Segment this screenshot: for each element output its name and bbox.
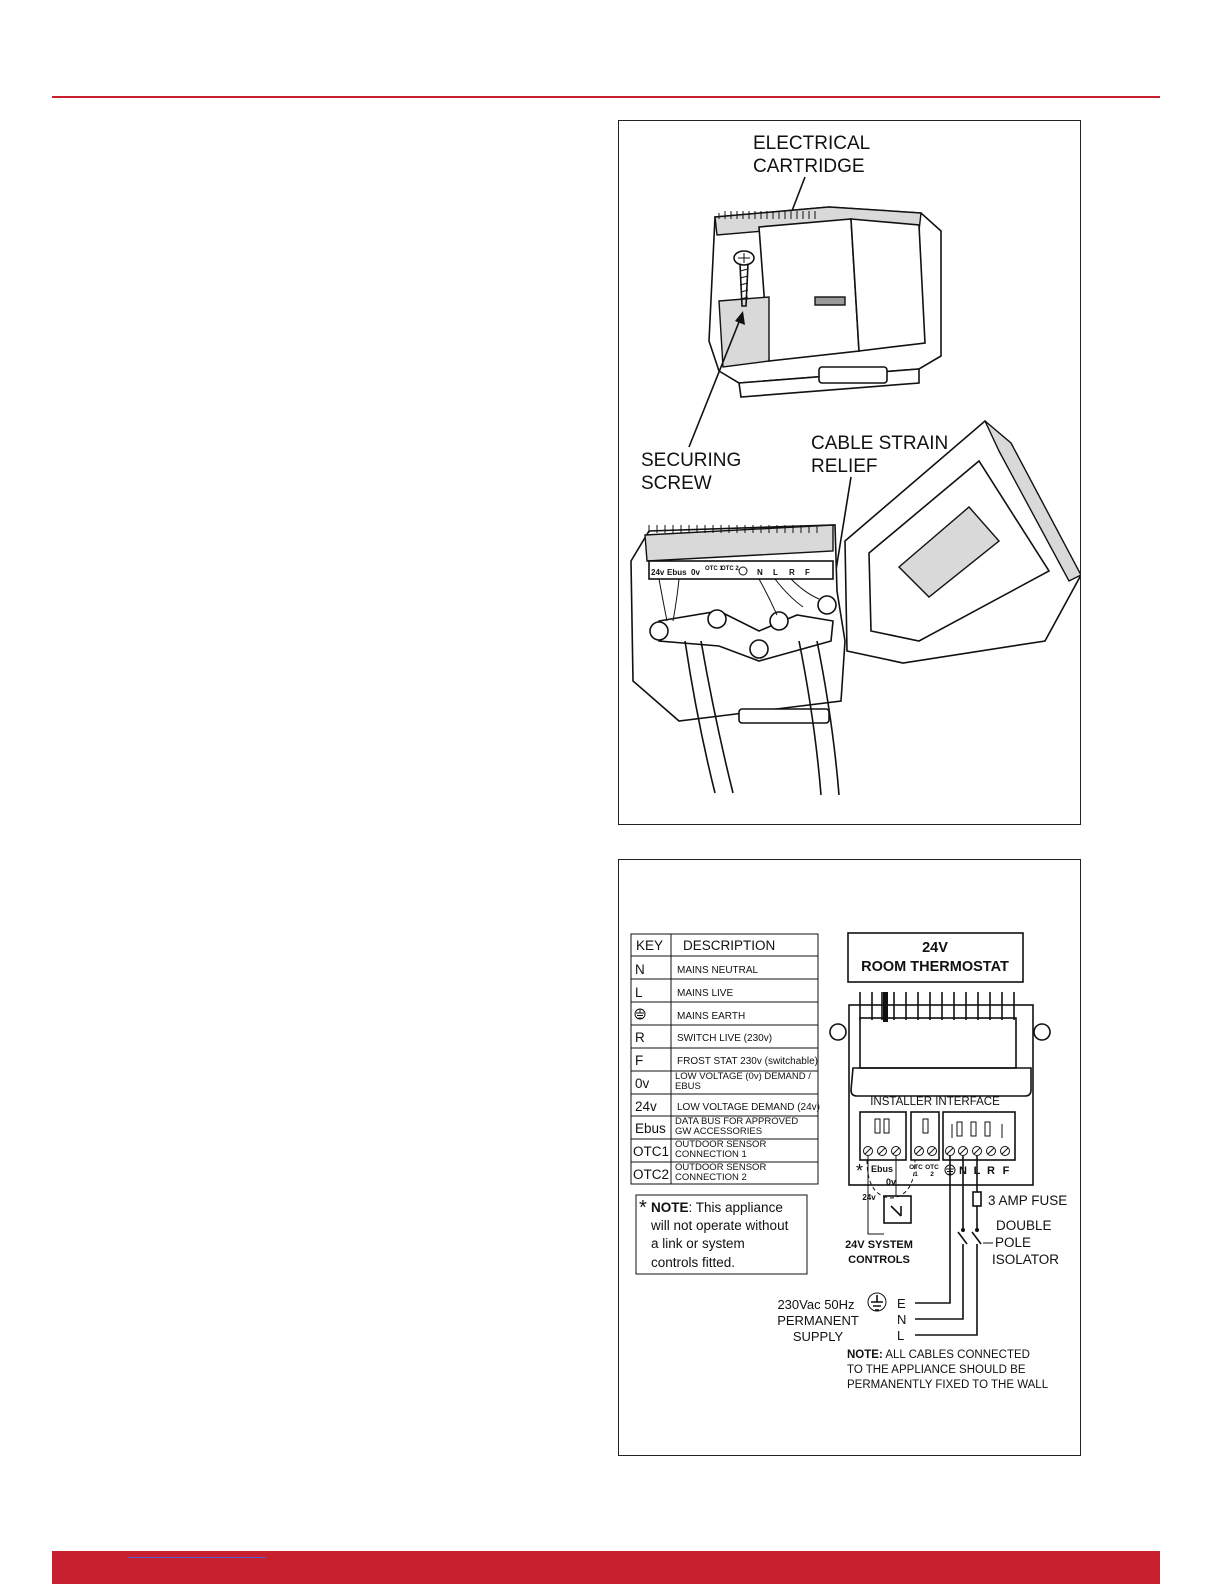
terminal-r: R xyxy=(987,1165,995,1177)
terminal-screws xyxy=(864,1147,1010,1156)
terminal-ebus: Ebus xyxy=(870,1164,894,1174)
description-cell: OUTDOOR SENSOR CONNECTION 2 xyxy=(675,1163,767,1183)
isolator-line: POLE xyxy=(995,1235,1032,1250)
header-rule xyxy=(52,96,1160,98)
key-cell: R xyxy=(635,1030,645,1045)
description-cell: SWITCH LIVE (230v) xyxy=(677,1033,773,1044)
terminal-24v: 24v xyxy=(862,1193,876,1202)
terminal-label: F xyxy=(805,568,810,577)
asterisk-icon: * xyxy=(856,1161,864,1181)
key-header: KEY xyxy=(636,938,664,953)
supply-l: L xyxy=(897,1328,905,1343)
label-electrical-cartridge-1: ELECTRICAL xyxy=(753,133,871,154)
cables-note-line: ALL CABLES CONNECTED xyxy=(882,1349,1030,1361)
terminal-labels xyxy=(856,1161,1010,1202)
note-line: will not operate without xyxy=(651,1218,789,1233)
note-bold: NOTE xyxy=(651,1200,689,1215)
terminal-label: Ebus xyxy=(667,568,687,577)
description-cell: MAINS LIVE xyxy=(677,988,734,999)
key-cell: OTC1 xyxy=(633,1144,670,1159)
label-securing-screw-1: SECURING xyxy=(641,450,742,471)
terminal-0v: 0v xyxy=(885,1177,897,1187)
label-cable-strain-2: RELIEF xyxy=(811,456,878,477)
description-cell: DATA BUS FOR APPROVED GW ACCESSORIES xyxy=(675,1117,799,1137)
thermostat-line: 24V xyxy=(922,940,948,956)
closed-cartridge xyxy=(709,207,941,397)
key-cell: Ebus xyxy=(635,1121,666,1136)
cables-note-line: PERMANENTLY FIXED TO THE WALL xyxy=(847,1379,1049,1391)
system-controls-line: CONTROLS xyxy=(848,1254,910,1266)
supply-line: SUPPLY xyxy=(792,1329,844,1344)
isolator-line: DOUBLE xyxy=(996,1218,1052,1233)
key-cell: L xyxy=(635,985,643,1000)
key-cell: OTC2 xyxy=(633,1167,670,1182)
svg-text:NOTE: This appliance xyxy=(651,1200,783,1215)
svg-text:NOTE: ALL CABLES CONNECTED xyxy=(847,1349,1030,1361)
supply-e: E xyxy=(897,1296,906,1311)
system-controls-line: 24V SYSTEM xyxy=(845,1239,913,1251)
label-cable-strain-1: CABLE STRAIN xyxy=(811,433,949,454)
key-cell: F xyxy=(635,1053,644,1068)
installer-interface-label: INSTALLER INTERFACE xyxy=(870,1096,1000,1108)
figure-wiring-diagram xyxy=(618,859,1081,1456)
key-cell: N xyxy=(635,962,645,977)
asterisk-icon: * xyxy=(639,1197,647,1219)
terminal-n: N xyxy=(959,1165,967,1177)
description-cell: MAINS EARTH xyxy=(677,1011,746,1022)
cables-note-line: TO THE APPLIANCE SHOULD BE xyxy=(847,1364,1026,1376)
room-thermostat-box xyxy=(848,933,1023,982)
terminal-f: F xyxy=(1002,1165,1010,1177)
isolator-line: ISOLATOR xyxy=(992,1252,1060,1267)
footer-bar xyxy=(52,1551,1160,1584)
description-cell: LOW VOLTAGE DEMAND (24v) xyxy=(677,1102,820,1113)
supply-block xyxy=(777,1293,906,1344)
terminal-label: 0v xyxy=(691,568,700,577)
terminal-label: OTC 2 xyxy=(721,566,739,572)
fuse-label: 3 AMP FUSE xyxy=(988,1193,1068,1208)
earth-key-icon xyxy=(635,1009,645,1019)
note-line: controls fitted. xyxy=(651,1255,736,1270)
description-cell: MAINS NEUTRAL xyxy=(677,965,759,976)
key-table xyxy=(631,934,820,1185)
note-line: : This appliance xyxy=(688,1200,783,1215)
figure-electrical-cartridge xyxy=(618,120,1081,825)
supply-line: 230Vac 50Hz xyxy=(777,1297,855,1312)
installer-interface-unit xyxy=(830,992,1050,1185)
terminal-l: L xyxy=(973,1165,981,1177)
note-line: a link or system xyxy=(651,1236,745,1251)
label-electrical-cartridge-2: CARTRIDGE xyxy=(753,156,865,177)
key-cell: 0v xyxy=(635,1076,650,1091)
supply-line: PERMANENT xyxy=(777,1313,859,1328)
cables-note-bold: NOTE: xyxy=(847,1349,883,1361)
description-cell: OUTDOOR SENSOR CONNECTION 1 xyxy=(675,1140,767,1160)
terminal-otc2: OTC 2 xyxy=(925,1164,939,1178)
open-cartridge-base xyxy=(631,525,845,723)
terminal-label: 24v xyxy=(651,568,665,577)
terminal-otc1: OTC 1 xyxy=(909,1164,923,1178)
terminal-label: L xyxy=(773,568,778,577)
wiring-diagram xyxy=(619,860,1080,1455)
open-lid xyxy=(845,421,1080,663)
cables-note xyxy=(847,1349,1049,1391)
footer-link[interactable] xyxy=(128,1557,266,1558)
cartridge-illustration xyxy=(619,121,1080,824)
label-securing-screw-2: SCREW xyxy=(641,473,712,494)
earth-symbol-icon xyxy=(868,1293,886,1311)
terminal-label: R xyxy=(789,568,795,577)
description-cell: FROST STAT 230v (switchable) xyxy=(677,1056,818,1067)
supply-n: N xyxy=(897,1312,907,1327)
terminal-label: N xyxy=(757,568,763,577)
key-cell: 24v xyxy=(635,1099,657,1114)
description-cell: LOW VOLTAGE (0v) DEMAND / EBUS xyxy=(675,1072,811,1092)
thermostat-line: ROOM THERMOSTAT xyxy=(861,959,1009,975)
terminal-label: OTC 1 xyxy=(705,566,723,572)
note-box xyxy=(636,1195,807,1274)
description-header: DESCRIPTION xyxy=(683,938,776,953)
